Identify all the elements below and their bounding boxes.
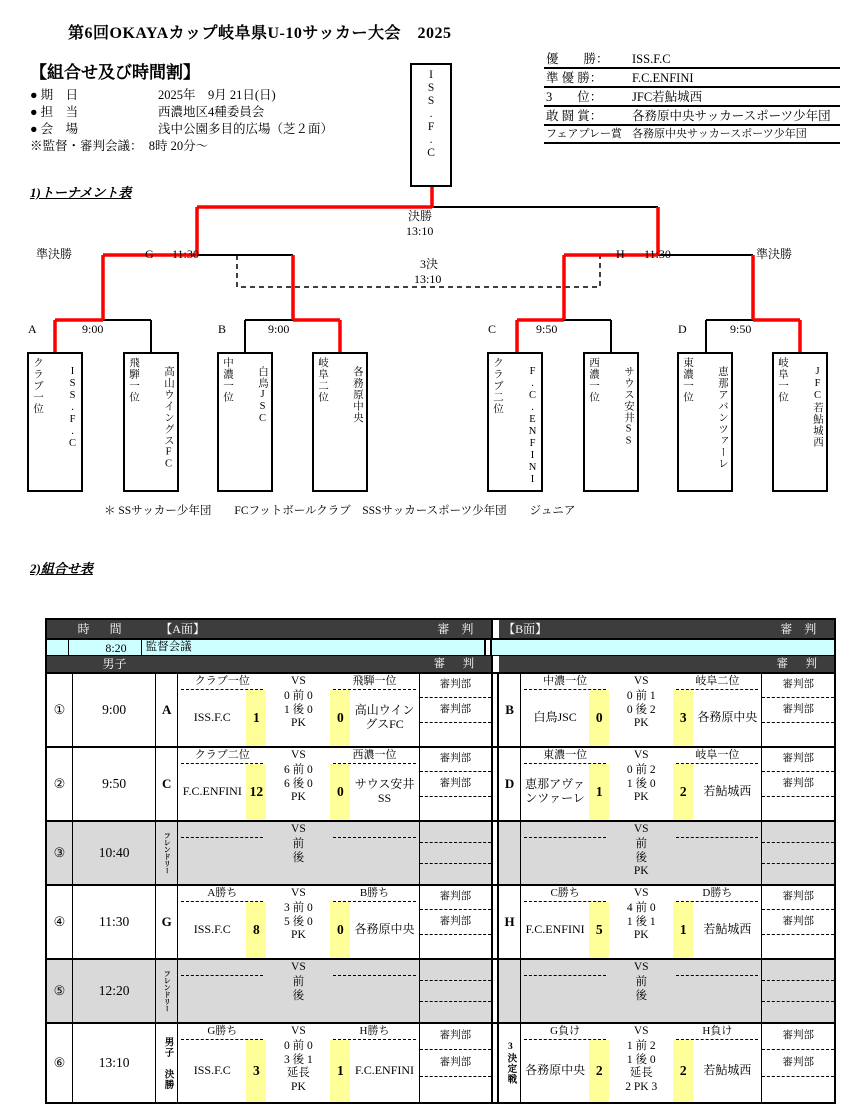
score-right: 2 bbox=[673, 1040, 693, 1102]
seed-right: 岐阜一位 bbox=[676, 748, 758, 764]
vs-label: VS bbox=[291, 887, 306, 899]
score-right: 3 bbox=[673, 690, 693, 746]
meeting-ref-b bbox=[774, 640, 834, 655]
team-box: 中濃一位 白鳥JSC bbox=[217, 352, 273, 492]
vs-label: VS bbox=[291, 749, 306, 761]
semifinal-h-label: H bbox=[616, 247, 625, 261]
team-box: 飛騨一位 高山ウイングスFC bbox=[123, 352, 179, 492]
seed-right: H負け bbox=[676, 1024, 758, 1040]
meeting-ref-a bbox=[424, 640, 484, 655]
info-venue: ● 会 場 浅中公園多目的広場（芝２面） bbox=[30, 122, 334, 136]
team-left: ISS.F.C bbox=[193, 922, 231, 937]
period-scores: 3 前 0 5 後 0 PK bbox=[284, 902, 313, 941]
column-divider bbox=[491, 620, 499, 638]
match-letter-b bbox=[499, 960, 521, 1022]
team-box: 東濃一位 恵那アバンツァーレ bbox=[677, 352, 733, 492]
row-time: 11:30 bbox=[73, 886, 156, 958]
info-heading: 【組合せ及び時間割】 bbox=[30, 63, 200, 82]
seed-left bbox=[524, 960, 606, 976]
match-letter-a: フレンドリー bbox=[156, 960, 178, 1022]
semifinal-right-label: 準決勝 bbox=[756, 247, 793, 261]
seed-left: 中濃一位 bbox=[524, 674, 606, 690]
column-divider bbox=[491, 1024, 499, 1102]
team-right bbox=[693, 976, 761, 1022]
period-scores: 前 後 bbox=[635, 976, 647, 1002]
period-scores: 4 前 0 1 後 1 PK bbox=[626, 902, 656, 941]
referee-cell-b: 審判部 審判部 bbox=[762, 674, 834, 746]
match-a-label: A bbox=[28, 322, 37, 336]
column-divider bbox=[491, 674, 499, 746]
match-letter-a: C bbox=[156, 748, 178, 820]
referee-cell-a bbox=[420, 960, 492, 1022]
meeting-label: 監督会議 bbox=[145, 641, 192, 653]
result-row: フェアプレー賞 各務原中央サッカースポーツ少年団 bbox=[544, 126, 840, 144]
row-time: 12:20 bbox=[73, 960, 156, 1022]
info-staff: ● 担 当 西濃地区4種委員会 bbox=[30, 105, 265, 119]
header-referee-b: 審 判 bbox=[780, 622, 817, 636]
row-time: 10:40 bbox=[73, 822, 156, 884]
team-right: 若鮎城西 bbox=[703, 1063, 752, 1078]
referee-cell-b: 審判部 審判部 bbox=[762, 748, 834, 820]
vs-label: VS bbox=[633, 823, 649, 835]
score-right: 1 bbox=[330, 1040, 350, 1102]
match-cell-a bbox=[178, 748, 419, 820]
seed-right: 岐阜二位 bbox=[676, 674, 758, 690]
seed-left bbox=[181, 822, 263, 838]
seed-left bbox=[524, 822, 606, 838]
division-referee-b: 審 判 bbox=[776, 658, 820, 670]
match-d-time: 9:50 bbox=[730, 322, 752, 336]
seed-left: A勝ち bbox=[181, 886, 263, 902]
schedule-row bbox=[47, 674, 834, 748]
period-scores: 0 前 0 1 後 0 PK bbox=[284, 690, 313, 729]
header-time: 時 間 bbox=[77, 622, 126, 636]
match-c-time: 9:50 bbox=[536, 322, 558, 336]
champion-name: ISS.F.C bbox=[425, 69, 438, 160]
team-box: 岐阜一位 JFC若鮎城西 bbox=[772, 352, 828, 492]
vs-label: VS bbox=[633, 887, 649, 899]
seed-right bbox=[333, 822, 415, 838]
match-letter-a: G bbox=[156, 886, 178, 958]
vs-label: VS bbox=[291, 823, 306, 835]
team-right: サウス安井SS bbox=[354, 777, 415, 805]
schedule-row bbox=[47, 748, 834, 822]
team-right: 各務原中央 bbox=[354, 922, 415, 937]
final-label: 決勝 bbox=[408, 209, 433, 223]
column-divider bbox=[484, 640, 491, 655]
column-divider bbox=[491, 822, 499, 884]
team-box: クラブ一位 ISS.F.C bbox=[27, 352, 83, 492]
third-place-time: 13:10 bbox=[414, 272, 442, 286]
third-place-label: 3決 bbox=[420, 257, 439, 271]
team-right bbox=[693, 838, 761, 884]
division-no bbox=[47, 656, 73, 672]
match-b-label: B bbox=[218, 322, 227, 336]
meeting-no bbox=[47, 640, 69, 655]
match-cell-b bbox=[521, 748, 762, 820]
referee-cell-a: 審判部 審判部 bbox=[420, 674, 492, 746]
match-cell-a bbox=[178, 960, 419, 1022]
row-time: 13:10 bbox=[73, 1024, 156, 1102]
match-letter-b: D bbox=[499, 748, 521, 820]
match-letter-b: B bbox=[499, 674, 521, 746]
period-scores: 1 前 2 1 後 0 延長 2 PK 3 bbox=[625, 1040, 658, 1093]
score-right: 0 bbox=[330, 902, 350, 958]
match-a-time: 9:00 bbox=[82, 322, 104, 336]
semifinal-left-label: 準決勝 bbox=[36, 247, 73, 261]
team-box: 岐阜二位 各務原中央 bbox=[312, 352, 368, 492]
header-pitch-a: 【A面】 bbox=[160, 622, 205, 636]
team-left bbox=[521, 838, 589, 884]
result-row: 優 勝： ISS.F.C bbox=[544, 50, 840, 69]
team-right: 各務原中央 bbox=[697, 710, 758, 725]
page-title: 第6回OKAYAカップ岐阜県U-10サッカー大会 2025 bbox=[68, 25, 452, 42]
division-label: 男子 bbox=[102, 657, 127, 671]
referee-cell-a: 審判部 審判部 bbox=[420, 1024, 492, 1102]
row-number: ⑥ bbox=[47, 1024, 73, 1102]
team-left bbox=[178, 976, 246, 1022]
period-scores: 0 前 1 0 後 2 PK bbox=[626, 690, 656, 729]
score-left: 12 bbox=[246, 764, 266, 820]
schedule-row bbox=[47, 1024, 834, 1102]
pairing-heading: 2)組合せ表 bbox=[30, 561, 93, 576]
score-right: 0 bbox=[330, 690, 350, 746]
seed-right: H勝ち bbox=[333, 1024, 415, 1040]
team-right: 若鮎城西 bbox=[703, 784, 752, 799]
column-divider bbox=[491, 886, 499, 958]
info-meeting-note: ※監督・審判会議： 8時 20分～ bbox=[30, 139, 209, 153]
referee-cell-a bbox=[420, 822, 492, 884]
seed-left: クラブ二位 bbox=[181, 748, 263, 764]
row-number: ③ bbox=[47, 822, 73, 884]
column-divider bbox=[491, 656, 499, 672]
score-left: 1 bbox=[589, 764, 609, 820]
match-cell-b bbox=[521, 886, 762, 958]
seed-left bbox=[181, 960, 263, 976]
period-scores: 前 後 PK bbox=[633, 838, 649, 877]
match-c-label: C bbox=[488, 322, 497, 336]
bracket-heading: 1)トーナメント表 bbox=[30, 185, 132, 200]
team-left: ISS.F.C bbox=[193, 710, 231, 725]
referee-cell-b bbox=[762, 822, 834, 884]
schedule-table bbox=[45, 618, 836, 1104]
team-left: ISS.F.C bbox=[193, 1063, 231, 1078]
team-left: F.C.ENFINI bbox=[525, 922, 585, 937]
meeting-rest bbox=[492, 640, 774, 655]
team-left bbox=[521, 976, 589, 1022]
vs-label: VS bbox=[633, 961, 649, 973]
match-letter-a: 男子 決勝 bbox=[156, 1024, 178, 1102]
result-row: 準 優 勝： F.C.ENFINI bbox=[544, 69, 840, 88]
team-right: F.C.ENFINI bbox=[355, 1063, 415, 1078]
referee-cell-b: 審判部 審判部 bbox=[762, 886, 834, 958]
vs-label: VS bbox=[633, 675, 649, 687]
score-left: 0 bbox=[589, 690, 609, 746]
column-divider bbox=[491, 960, 499, 1022]
header-pitch-b: 【B面】 bbox=[503, 622, 548, 636]
team-right bbox=[350, 838, 418, 884]
period-scores: 0 前 0 3 後 1 延長 PK bbox=[284, 1040, 313, 1093]
row-time: 9:00 bbox=[73, 674, 156, 746]
team-right: 高山ウイングスFC bbox=[354, 703, 415, 731]
schedule-row bbox=[47, 886, 834, 960]
division-row bbox=[47, 656, 834, 674]
semifinal-g-label: G bbox=[145, 247, 154, 261]
score-left: 2 bbox=[589, 1040, 609, 1102]
match-letter-a: A bbox=[156, 674, 178, 746]
match-cell-a bbox=[178, 1024, 419, 1102]
score-left: 3 bbox=[246, 1040, 266, 1102]
referee-cell-b bbox=[762, 960, 834, 1022]
tournament-bracket bbox=[0, 55, 845, 535]
team-left: 白鳥JSC bbox=[533, 710, 577, 725]
match-cell-a bbox=[178, 822, 419, 884]
team-right bbox=[350, 976, 418, 1022]
row-number: ④ bbox=[47, 886, 73, 958]
team-left bbox=[178, 838, 246, 884]
match-cell-b bbox=[521, 822, 762, 884]
vs-label: VS bbox=[633, 1025, 649, 1037]
seed-left: G勝ち bbox=[181, 1024, 263, 1040]
match-cell-a bbox=[178, 674, 419, 746]
match-cell-a bbox=[178, 886, 419, 958]
semifinal-g-time: 11:30 bbox=[172, 247, 199, 261]
vs-label: VS bbox=[291, 675, 306, 687]
column-divider bbox=[491, 748, 499, 820]
period-scores: 前 後 bbox=[292, 838, 305, 864]
match-letter-b: H bbox=[499, 886, 521, 958]
score-right: 1 bbox=[673, 902, 693, 958]
vs-label: VS bbox=[291, 961, 306, 973]
info-date: ● 期 日 2025年 9月 21日(日) bbox=[30, 88, 276, 102]
team-box: クラブ二位 F.C.ENFINI bbox=[487, 352, 543, 492]
team-left: 各務原中央 bbox=[525, 1063, 586, 1078]
vs-label: VS bbox=[633, 749, 649, 761]
table-header-row bbox=[47, 620, 834, 640]
team-right: 若鮎城西 bbox=[703, 922, 752, 937]
match-letter-b bbox=[499, 822, 521, 884]
team-left: 恵那アヴァンツァーレ bbox=[525, 777, 586, 805]
seed-right: D勝ち bbox=[676, 886, 758, 902]
period-scores: 0 前 2 1 後 0 PK bbox=[626, 764, 656, 803]
seed-right bbox=[333, 960, 415, 976]
champion-box bbox=[410, 63, 452, 187]
seed-right bbox=[676, 822, 758, 838]
score-right: 2 bbox=[673, 764, 693, 820]
result-row: 3 位： JFC若鮎城西 bbox=[544, 88, 840, 107]
division-referee-a: 審 判 bbox=[433, 658, 478, 670]
vs-label: VS bbox=[291, 1025, 306, 1037]
seed-left: クラブ一位 bbox=[181, 674, 263, 690]
referee-cell-a: 審判部 審判部 bbox=[420, 748, 492, 820]
team-left: F.C.ENFINI bbox=[182, 784, 242, 799]
row-number: ⑤ bbox=[47, 960, 73, 1022]
meeting-time: 8:20 bbox=[69, 640, 142, 655]
match-letter-a: フレンドリー bbox=[156, 822, 178, 884]
schedule-row bbox=[47, 822, 834, 886]
score-left: 5 bbox=[589, 902, 609, 958]
score-right: 0 bbox=[330, 764, 350, 820]
seed-right bbox=[676, 960, 758, 976]
match-cell-b bbox=[521, 1024, 762, 1102]
result-row: 敢 闘 賞： 各務原中央サッカースポーツ少年団 bbox=[544, 107, 840, 126]
seed-right: 飛騨一位 bbox=[333, 674, 415, 690]
seed-left: 東濃一位 bbox=[524, 748, 606, 764]
seed-right: B勝ち bbox=[333, 886, 415, 902]
score-left: 1 bbox=[246, 690, 266, 746]
row-number: ② bbox=[47, 748, 73, 820]
match-b-time: 9:00 bbox=[268, 322, 290, 336]
seed-left: C勝ち bbox=[524, 886, 606, 902]
row-time: 9:50 bbox=[73, 748, 156, 820]
row-number: ① bbox=[47, 674, 73, 746]
match-cell-b bbox=[521, 960, 762, 1022]
referee-cell-a: 審判部 審判部 bbox=[420, 886, 492, 958]
match-letter-b: 3決定戦 bbox=[499, 1024, 521, 1102]
period-scores: 6 前 0 6 後 0 PK bbox=[284, 764, 313, 803]
semifinal-h-time: 11:30 bbox=[644, 247, 671, 261]
seed-left: G負け bbox=[524, 1024, 606, 1040]
referee-cell-b: 審判部 審判部 bbox=[762, 1024, 834, 1102]
bracket-footnote: ＊ SSサッカー少年団 FCフットボールクラブ SSSサッカースポーツ少年団 ジュニア bbox=[104, 505, 576, 517]
schedule-row bbox=[47, 960, 834, 1024]
final-time: 13:10 bbox=[406, 224, 434, 238]
header-referee-a: 審 判 bbox=[437, 622, 474, 636]
match-d-label: D bbox=[678, 322, 687, 336]
seed-right: 西濃一位 bbox=[333, 748, 415, 764]
period-scores: 前 後 bbox=[292, 976, 305, 1002]
score-left: 8 bbox=[246, 902, 266, 958]
team-box: 西濃一位 サウス安井SS bbox=[583, 352, 639, 492]
match-cell-b bbox=[521, 674, 762, 746]
meeting-row bbox=[47, 640, 834, 656]
